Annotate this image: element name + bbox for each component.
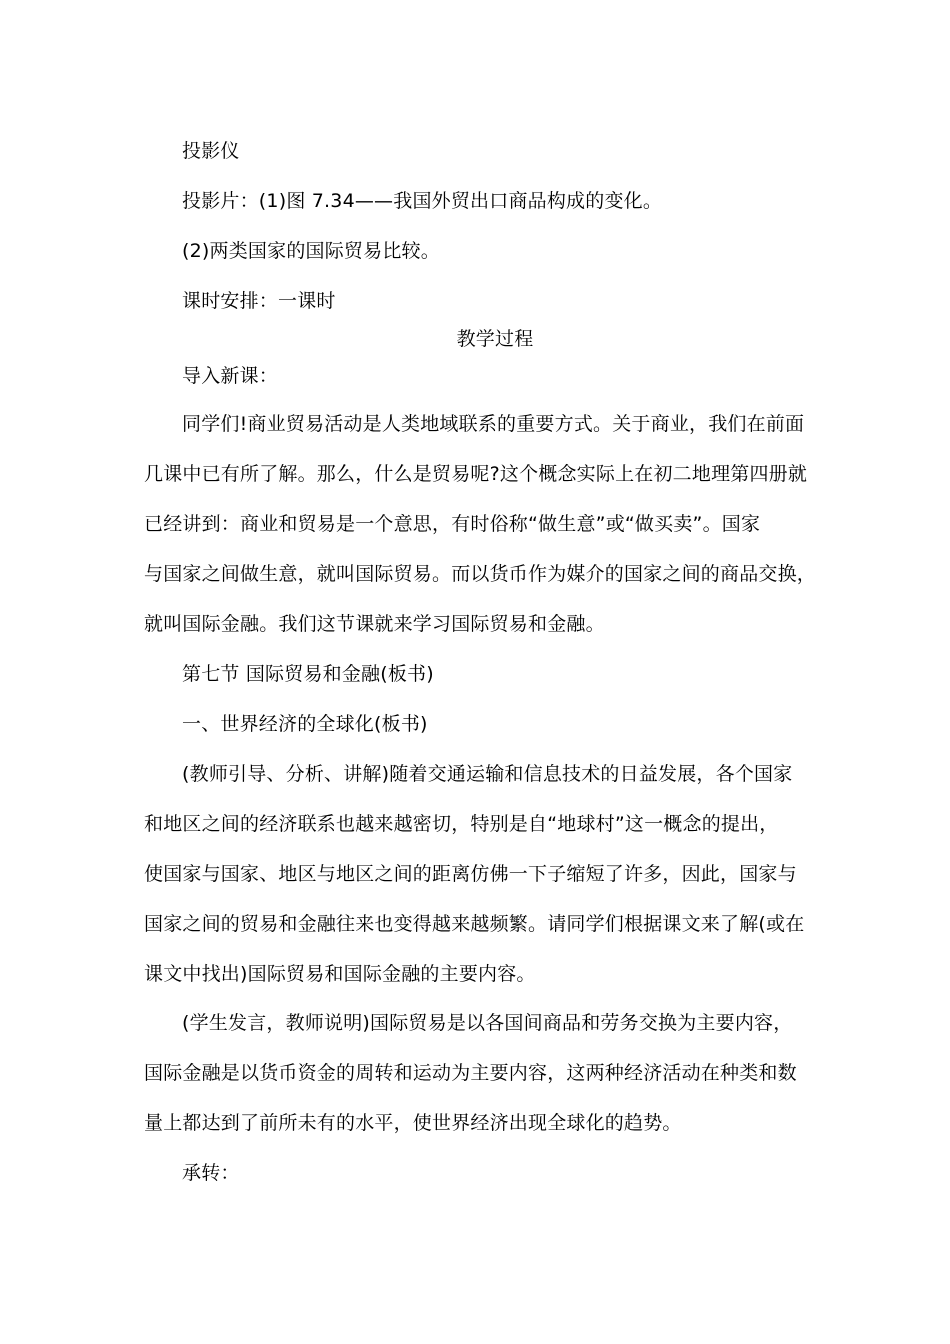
paragraph-line: 几课中已有所了解。那么，什么是贸易呢?这个概念实际上在初二地理第四册就: [144, 463, 808, 485]
lesson-schedule: 课时安排：一课时: [182, 290, 336, 312]
paragraph-line: 就叫国际金融。我们这节课就来学习国际贸易和金融。: [144, 613, 605, 635]
intro-heading: 导入新课：: [182, 365, 279, 387]
materials-projector: 投影仪: [182, 140, 240, 162]
paragraph-line: 课文中找出)国际贸易和国际金融的主要内容。: [144, 963, 536, 985]
paragraph-line: 和地区之间的经济联系也越来越密切，特别是自“地球村”这一概念的提出，: [144, 813, 779, 835]
paragraph-line: 同学们!商业贸易活动是人类地域联系的重要方式。关于商业，我们在前面: [182, 413, 805, 435]
section-title: 第七节 国际贸易和金融(板书): [182, 663, 434, 685]
paragraph-line: (教师引导、分析、讲解)随着交通运输和信息技术的日益发展，各个国家: [182, 763, 793, 785]
paragraph-line: 使国家与国家、地区与地区之间的距离仿佛一下子缩短了许多，因此，国家与: [144, 863, 797, 885]
section-heading: 教学过程: [456, 328, 534, 350]
transition-heading: 承转：: [182, 1162, 240, 1184]
paragraph-line: 国家之间的贸易和金融往来也变得越来越频繁。请同学们根据课文来了解(或在: [144, 913, 805, 935]
paragraph-line: 与国家之间做生意，就叫国际贸易。而以货币作为媒介的国家之间的商品交换，: [144, 563, 817, 585]
materials-slide-2: (2)两类国家的国际贸易比较。: [182, 240, 440, 262]
paragraph-line: (学生发言，教师说明)国际贸易是以各国间商品和劳务交换为主要内容，: [182, 1012, 793, 1034]
paragraph-line: 国际金融是以货币资金的周转和运动为主要内容，这两种经济活动在种类和数: [144, 1062, 797, 1084]
materials-slide-1: 投影片：(1)图 7.34——我国外贸出口商品构成的变化。: [182, 190, 663, 212]
paragraph-line: 已经讲到：商业和贸易是一个意思，有时俗称“做生意”或“做买卖”。国家: [144, 513, 761, 535]
subsection-title: 一、世界经济的全球化(板书): [182, 713, 428, 735]
paragraph-line: 量上都达到了前所未有的水平，使世界经济出现全球化的趋势。: [144, 1112, 682, 1134]
